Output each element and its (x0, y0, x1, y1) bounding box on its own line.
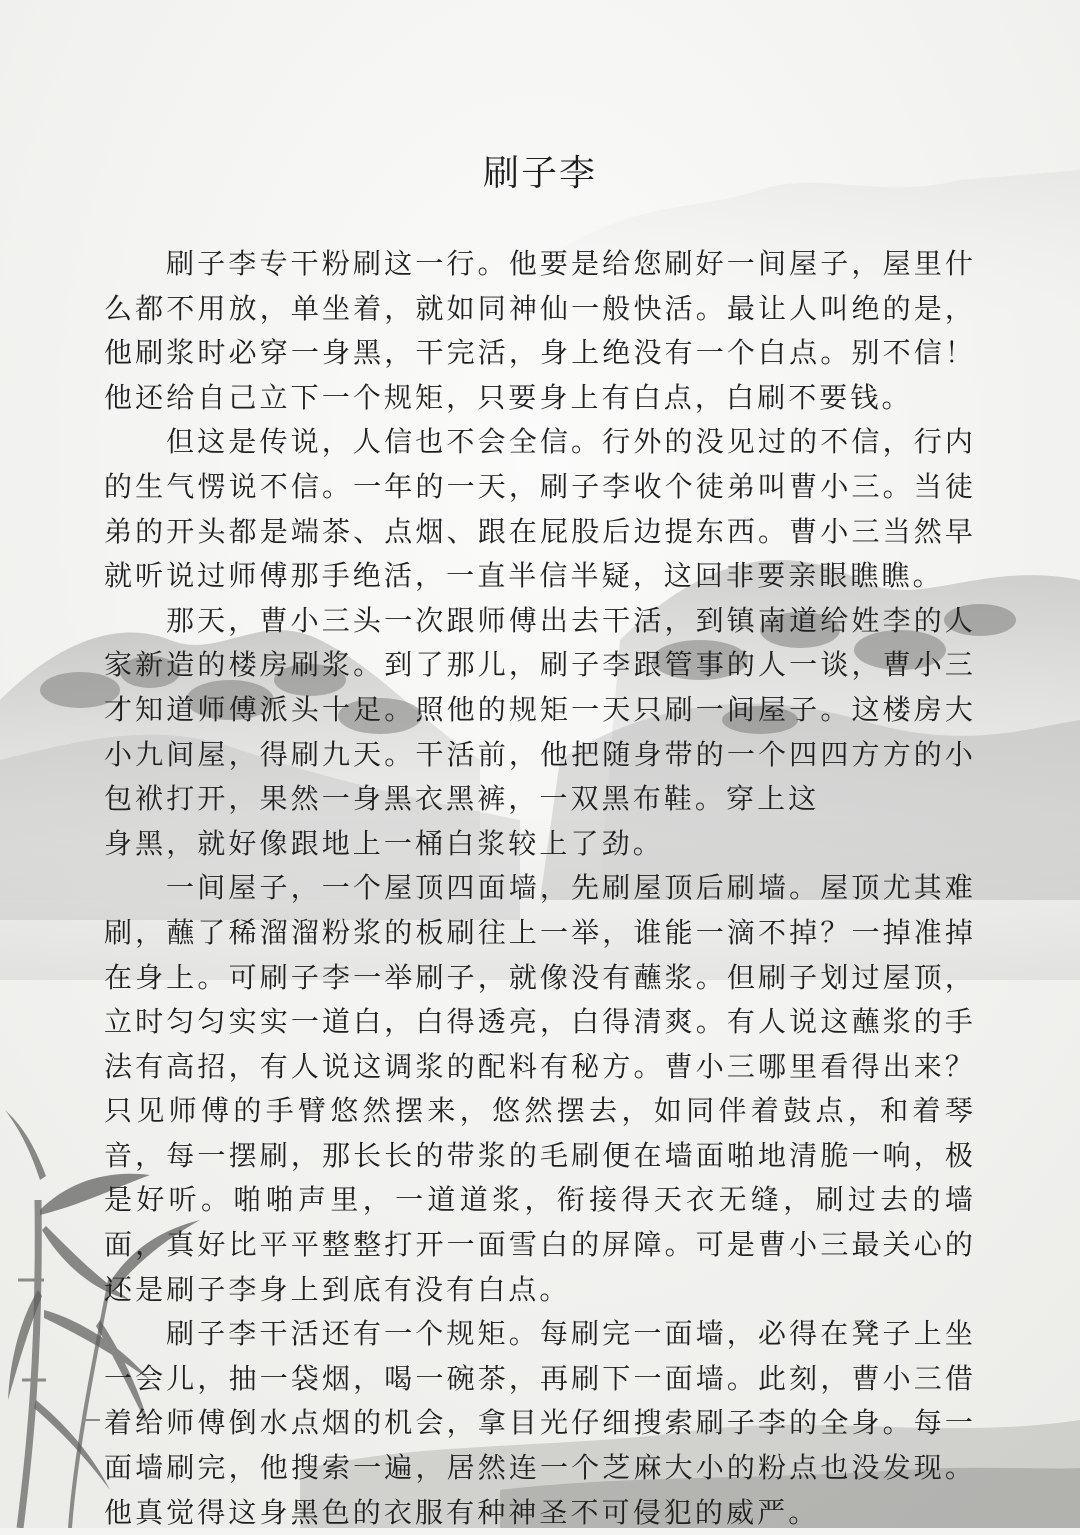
paragraph: 那天，曹小三头一次跟师傅出去干活，到镇南道给姓李的人家新造的楼房刷浆。到了那儿，刷子李跟管事的人一谈，曹小三才知道师傅派头十足。照他的规矩一天只刷一间屋子。这楼房大小九间屋，得刷九天。干活前，他把随身带的一个四四方方的小包袱打开，果然一身黑衣黑裤，一双黑布鞋。穿上这 (104, 603, 976, 816)
paragraph: 刷子李专干粉刷这一行。他要是给您刷好一间屋子，屋里什么都不用放，单坐着，就如同神仙一般快活。最让人叫绝的是，他刷浆时必穿一身黑，干完活，身上绝没有一个白点。别不信！他还给自己立下一个规矩，只要身上有白点，白刷不要钱。 (104, 247, 976, 414)
paragraph-continuation: 身黑，就好像跟地上一桶白浆较上了劲。 (104, 826, 664, 860)
paragraph: 但这是传说，人信也不会全信。行外的没见过的不信，行内的生气愣说不信。一年的一天，刷子李收个徒弟叫曹小三。当徒弟的开头都是端茶、点烟、跟在屁股后边提东西。曹小三当然早就听说过师傅那手绝活，一直半信半疑，这回非要亲眼瞧瞧。 (104, 425, 976, 593)
paragraph: 一间屋子，一个屋顶四面墙，先刷屋顶后刷墙。屋顶尤其难刷，蘸了稀溜溜粉浆的板刷往上一举，谁能一滴不掉？一掉准掉在身上。可刷子李一举刷子，就像没有蘸浆。但刷子划过屋顶，立时匀匀实实一道白，白得透亮，白得清爽。有人说这蘸浆的手法有高招，有人说这调浆的配料有秘方。曹小三哪里看得出来？只见师傅的手臂悠然摆来，悠然摆去，如同伴着鼓点，和着琴音，每一摆刷，那长长的带浆的毛刷便在墙面啪地清脆一响，极是好听。啪啪声里，一道道浆，衔接得天衣无缝，刷过去的墙面，真好比平平整整打开一面雪白的屏障。可是曹小三最关心的还是刷子李身上到底有没有白点。 (104, 871, 976, 1306)
page-title: 刷子李 (482, 153, 597, 194)
paragraph: 刷子李干活还有一个规矩。每刷完一面墙，必得在凳子上坐一会儿，抽一袋烟，喝一碗茶，再刷下一面墙。此刻，曹小三借着给师傅倒水点烟的机会，拿目光仔细搜索刷子李的全身。每一面墙刷完，他搜索一遍，居然连一个芝麻大小的粉点也没发现。他真觉得这身黑色的衣服有种神圣不可侵犯的威严。 (104, 1317, 976, 1529)
article-body (104, 242, 976, 1535)
